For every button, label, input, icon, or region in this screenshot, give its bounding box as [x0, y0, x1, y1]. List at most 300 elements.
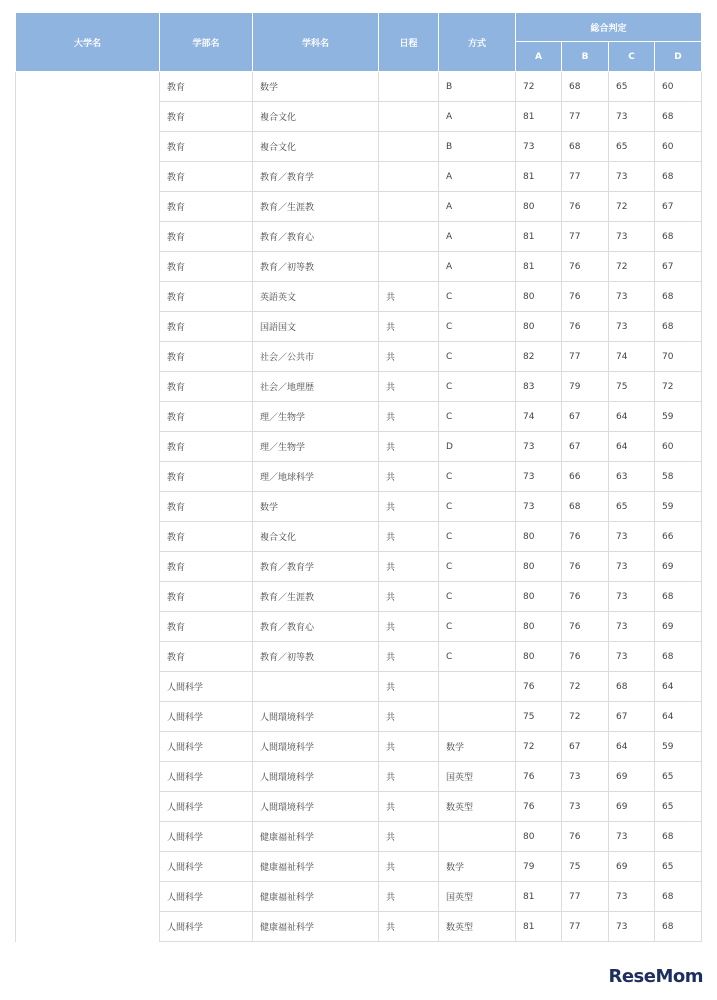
cell-university [16, 882, 160, 912]
cell-schedule: 共 [379, 732, 439, 762]
table-row [16, 192, 702, 222]
table-row [16, 852, 702, 882]
cell-c: 73 [609, 882, 655, 912]
cell-faculty: 教育 [160, 222, 253, 252]
table-row [16, 822, 702, 852]
cell-c: 64 [609, 732, 655, 762]
header-method: 方式 [439, 13, 516, 72]
cell-department: 理／生物学 [253, 402, 379, 432]
header-department: 学科名 [253, 13, 379, 72]
table-row [16, 342, 702, 372]
cell-a: 80 [516, 642, 562, 672]
cell-schedule: 共 [379, 612, 439, 642]
cell-c: 63 [609, 462, 655, 492]
cell-method: B [439, 132, 516, 162]
header-schedule: 日程 [379, 13, 439, 72]
cell-schedule [379, 222, 439, 252]
cell-schedule: 共 [379, 312, 439, 342]
cell-d: 67 [655, 192, 702, 222]
cell-university [16, 462, 160, 492]
cell-c: 74 [609, 342, 655, 372]
cell-faculty: 人間科学 [160, 822, 253, 852]
table-row [16, 432, 702, 462]
cell-b: 76 [562, 522, 609, 552]
cell-a: 73 [516, 492, 562, 522]
cell-method: A [439, 192, 516, 222]
cell-schedule: 共 [379, 702, 439, 732]
cell-b: 73 [562, 762, 609, 792]
cell-department: 教育／教育心 [253, 612, 379, 642]
cell-schedule: 共 [379, 672, 439, 702]
cell-d: 64 [655, 702, 702, 732]
cell-university [16, 312, 160, 342]
table-row [16, 102, 702, 132]
cell-department: 英語英文 [253, 282, 379, 312]
cell-a: 81 [516, 882, 562, 912]
cell-schedule [379, 162, 439, 192]
cell-b: 66 [562, 462, 609, 492]
table-row [16, 612, 702, 642]
cell-d: 69 [655, 612, 702, 642]
table-row [16, 402, 702, 432]
cell-university [16, 642, 160, 672]
cell-c: 73 [609, 222, 655, 252]
cell-b: 77 [562, 882, 609, 912]
header-overall: 総合判定 [516, 13, 702, 42]
cell-d: 60 [655, 132, 702, 162]
results-table [15, 12, 702, 942]
cell-d: 67 [655, 252, 702, 282]
cell-b: 76 [562, 582, 609, 612]
cell-b: 76 [562, 612, 609, 642]
cell-department: 教育／初等教 [253, 252, 379, 282]
cell-c: 65 [609, 132, 655, 162]
cell-university [16, 792, 160, 822]
cell-faculty: 人間科学 [160, 882, 253, 912]
table-row [16, 552, 702, 582]
cell-department: 社会／地理歴 [253, 372, 379, 402]
cell-department: 教育／教育学 [253, 552, 379, 582]
cell-university [16, 732, 160, 762]
cell-department: 社会／公共市 [253, 342, 379, 372]
table-row [16, 912, 702, 942]
cell-a: 76 [516, 672, 562, 702]
cell-faculty: 人間科学 [160, 732, 253, 762]
cell-a: 82 [516, 342, 562, 372]
cell-department: 教育／教育心 [253, 222, 379, 252]
cell-a: 81 [516, 222, 562, 252]
cell-d: 58 [655, 462, 702, 492]
cell-university [16, 402, 160, 432]
cell-c: 72 [609, 252, 655, 282]
cell-a: 80 [516, 522, 562, 552]
cell-c: 67 [609, 702, 655, 732]
cell-b: 76 [562, 642, 609, 672]
cell-b: 68 [562, 132, 609, 162]
table-row [16, 762, 702, 792]
cell-method: C [439, 342, 516, 372]
cell-d: 59 [655, 492, 702, 522]
cell-university [16, 582, 160, 612]
cell-faculty: 教育 [160, 372, 253, 402]
table-row [16, 792, 702, 822]
cell-method: 国英型 [439, 882, 516, 912]
cell-university [16, 762, 160, 792]
cell-faculty: 人間科学 [160, 672, 253, 702]
cell-d: 69 [655, 552, 702, 582]
cell-schedule: 共 [379, 912, 439, 942]
cell-method: A [439, 222, 516, 252]
cell-b: 67 [562, 402, 609, 432]
cell-department: 数学 [253, 492, 379, 522]
cell-b: 79 [562, 372, 609, 402]
cell-university [16, 342, 160, 372]
cell-university [16, 822, 160, 852]
cell-d: 68 [655, 162, 702, 192]
cell-d: 65 [655, 852, 702, 882]
cell-schedule [379, 72, 439, 102]
cell-schedule: 共 [379, 822, 439, 852]
cell-a: 72 [516, 732, 562, 762]
cell-faculty: 教育 [160, 462, 253, 492]
cell-method: C [439, 552, 516, 582]
cell-d: 68 [655, 312, 702, 342]
cell-b: 77 [562, 162, 609, 192]
cell-d: 68 [655, 642, 702, 672]
cell-faculty: 人間科学 [160, 702, 253, 732]
cell-b: 68 [562, 72, 609, 102]
cell-faculty: 教育 [160, 282, 253, 312]
cell-c: 73 [609, 162, 655, 192]
cell-department: 人間環境科学 [253, 792, 379, 822]
cell-c: 64 [609, 402, 655, 432]
cell-c: 72 [609, 192, 655, 222]
table-row [16, 642, 702, 672]
cell-faculty: 人間科学 [160, 912, 253, 942]
table-row [16, 462, 702, 492]
cell-c: 69 [609, 762, 655, 792]
cell-department: 国語国文 [253, 312, 379, 342]
cell-a: 81 [516, 912, 562, 942]
cell-d: 60 [655, 72, 702, 102]
cell-faculty: 人間科学 [160, 792, 253, 822]
cell-b: 77 [562, 912, 609, 942]
cell-faculty: 教育 [160, 132, 253, 162]
cell-university [16, 252, 160, 282]
cell-schedule: 共 [379, 522, 439, 552]
cell-method [439, 822, 516, 852]
cell-a: 80 [516, 312, 562, 342]
cell-university [16, 102, 160, 132]
cell-d: 68 [655, 582, 702, 612]
cell-university [16, 912, 160, 942]
table-row [16, 252, 702, 282]
cell-a: 76 [516, 792, 562, 822]
cell-c: 65 [609, 492, 655, 522]
cell-b: 72 [562, 672, 609, 702]
cell-department: 健康福祉科学 [253, 822, 379, 852]
cell-method: C [439, 312, 516, 342]
table-row [16, 312, 702, 342]
cell-method: C [439, 372, 516, 402]
cell-method [439, 672, 516, 702]
cell-b: 75 [562, 852, 609, 882]
cell-university [16, 612, 160, 642]
cell-schedule [379, 102, 439, 132]
cell-department: 健康福祉科学 [253, 912, 379, 942]
cell-department: 教育／生涯教 [253, 192, 379, 222]
cell-faculty: 教育 [160, 342, 253, 372]
cell-c: 73 [609, 582, 655, 612]
cell-b: 73 [562, 792, 609, 822]
cell-schedule: 共 [379, 432, 439, 462]
cell-university [16, 552, 160, 582]
cell-university [16, 492, 160, 522]
cell-d: 65 [655, 762, 702, 792]
cell-a: 74 [516, 402, 562, 432]
cell-method: 数学 [439, 732, 516, 762]
cell-a: 73 [516, 462, 562, 492]
cell-schedule [379, 132, 439, 162]
cell-faculty: 教育 [160, 402, 253, 432]
header-grade-a: A [516, 42, 562, 72]
cell-university [16, 72, 160, 102]
table-row [16, 882, 702, 912]
cell-faculty: 人間科学 [160, 852, 253, 882]
cell-a: 80 [516, 822, 562, 852]
cell-c: 73 [609, 642, 655, 672]
cell-method: B [439, 72, 516, 102]
cell-d: 68 [655, 882, 702, 912]
cell-schedule: 共 [379, 792, 439, 822]
cell-b: 67 [562, 732, 609, 762]
cell-c: 75 [609, 372, 655, 402]
cell-department: 健康福祉科学 [253, 882, 379, 912]
cell-method: A [439, 162, 516, 192]
cell-department: 理／地球科学 [253, 462, 379, 492]
table-row [16, 222, 702, 252]
cell-schedule: 共 [379, 552, 439, 582]
cell-department: 理／生物学 [253, 432, 379, 462]
table-row [16, 702, 702, 732]
header-university: 大学名 [16, 13, 160, 72]
cell-method: 国英型 [439, 762, 516, 792]
cell-d: 70 [655, 342, 702, 372]
cell-c: 68 [609, 672, 655, 702]
cell-b: 77 [562, 342, 609, 372]
cell-method: 数学 [439, 852, 516, 882]
cell-faculty: 教育 [160, 642, 253, 672]
cell-department: 数学 [253, 72, 379, 102]
cell-department: 教育／生涯教 [253, 582, 379, 612]
cell-schedule: 共 [379, 282, 439, 312]
cell-faculty: 教育 [160, 552, 253, 582]
logo-text: ReseMom [608, 966, 703, 987]
cell-schedule: 共 [379, 582, 439, 612]
cell-c: 65 [609, 72, 655, 102]
header-grade-d: D [655, 42, 702, 72]
cell-method [439, 702, 516, 732]
cell-university [16, 222, 160, 252]
cell-faculty: 教育 [160, 492, 253, 522]
cell-faculty: 教育 [160, 252, 253, 282]
cell-method: C [439, 462, 516, 492]
cell-c: 73 [609, 522, 655, 552]
cell-schedule: 共 [379, 642, 439, 672]
cell-a: 80 [516, 192, 562, 222]
cell-a: 72 [516, 72, 562, 102]
cell-c: 73 [609, 102, 655, 132]
cell-a: 83 [516, 372, 562, 402]
cell-department: 人間環境科学 [253, 762, 379, 792]
cell-d: 68 [655, 822, 702, 852]
cell-department: 複合文化 [253, 522, 379, 552]
cell-d: 68 [655, 912, 702, 942]
cell-a: 76 [516, 762, 562, 792]
table-row [16, 162, 702, 192]
cell-method: C [439, 582, 516, 612]
cell-a: 80 [516, 582, 562, 612]
cell-department: 人間環境科学 [253, 702, 379, 732]
cell-schedule [379, 192, 439, 222]
cell-c: 73 [609, 822, 655, 852]
cell-faculty: 教育 [160, 162, 253, 192]
cell-schedule: 共 [379, 882, 439, 912]
cell-university [16, 852, 160, 882]
cell-faculty: 人間科学 [160, 762, 253, 792]
cell-a: 80 [516, 552, 562, 582]
cell-d: 66 [655, 522, 702, 552]
table-body [16, 72, 702, 942]
cell-a: 81 [516, 102, 562, 132]
cell-university [16, 372, 160, 402]
cell-schedule: 共 [379, 402, 439, 432]
table-row [16, 492, 702, 522]
cell-university [16, 432, 160, 462]
cell-department: 教育／初等教 [253, 642, 379, 672]
cell-b: 76 [562, 192, 609, 222]
cell-b: 76 [562, 552, 609, 582]
cell-method: C [439, 402, 516, 432]
cell-b: 76 [562, 282, 609, 312]
table-row [16, 282, 702, 312]
cell-schedule: 共 [379, 462, 439, 492]
cell-faculty: 教育 [160, 612, 253, 642]
cell-university [16, 672, 160, 702]
cell-method: A [439, 252, 516, 282]
cell-method: A [439, 102, 516, 132]
cell-b: 76 [562, 312, 609, 342]
cell-c: 69 [609, 792, 655, 822]
cell-d: 64 [655, 672, 702, 702]
cell-university [16, 702, 160, 732]
cell-c: 73 [609, 912, 655, 942]
cell-university [16, 522, 160, 552]
header-faculty: 学部名 [160, 13, 253, 72]
cell-c: 73 [609, 552, 655, 582]
cell-faculty: 教育 [160, 102, 253, 132]
resemom-logo [608, 966, 703, 987]
cell-schedule [379, 252, 439, 282]
cell-schedule: 共 [379, 492, 439, 522]
cell-faculty: 教育 [160, 312, 253, 342]
cell-b: 72 [562, 702, 609, 732]
cell-department [253, 672, 379, 702]
cell-faculty: 教育 [160, 432, 253, 462]
cell-c: 69 [609, 852, 655, 882]
cell-method: D [439, 432, 516, 462]
cell-university [16, 282, 160, 312]
cell-method: C [439, 642, 516, 672]
cell-d: 60 [655, 432, 702, 462]
cell-method: C [439, 522, 516, 552]
cell-d: 59 [655, 732, 702, 762]
table-row [16, 732, 702, 762]
cell-faculty: 教育 [160, 72, 253, 102]
cell-faculty: 教育 [160, 522, 253, 552]
cell-b: 76 [562, 822, 609, 852]
cell-university [16, 192, 160, 222]
cell-department: 健康福祉科学 [253, 852, 379, 882]
cell-a: 73 [516, 132, 562, 162]
cell-a: 73 [516, 432, 562, 462]
table-row [16, 672, 702, 702]
cell-a: 75 [516, 702, 562, 732]
cell-c: 73 [609, 282, 655, 312]
cell-a: 81 [516, 252, 562, 282]
cell-d: 65 [655, 792, 702, 822]
cell-a: 79 [516, 852, 562, 882]
cell-schedule: 共 [379, 372, 439, 402]
cell-d: 72 [655, 372, 702, 402]
cell-method: 数英型 [439, 792, 516, 822]
cell-a: 80 [516, 282, 562, 312]
cell-c: 73 [609, 612, 655, 642]
table-row [16, 72, 702, 102]
cell-schedule: 共 [379, 342, 439, 372]
cell-b: 77 [562, 102, 609, 132]
cell-b: 76 [562, 252, 609, 282]
cell-schedule: 共 [379, 762, 439, 792]
cell-a: 80 [516, 612, 562, 642]
cell-department: 複合文化 [253, 132, 379, 162]
cell-faculty: 教育 [160, 582, 253, 612]
cell-university [16, 132, 160, 162]
table-row [16, 582, 702, 612]
cell-method: C [439, 282, 516, 312]
table-row [16, 132, 702, 162]
cell-faculty: 教育 [160, 192, 253, 222]
cell-b: 67 [562, 432, 609, 462]
cell-method: C [439, 492, 516, 522]
cell-c: 64 [609, 432, 655, 462]
table-row [16, 372, 702, 402]
table-row [16, 522, 702, 552]
header-grade-c: C [609, 42, 655, 72]
cell-schedule: 共 [379, 852, 439, 882]
cell-d: 68 [655, 102, 702, 132]
cell-method: 数英型 [439, 912, 516, 942]
cell-university [16, 162, 160, 192]
cell-b: 68 [562, 492, 609, 522]
cell-department: 複合文化 [253, 102, 379, 132]
cell-b: 77 [562, 222, 609, 252]
cell-c: 73 [609, 312, 655, 342]
cell-department: 教育／教育学 [253, 162, 379, 192]
header-grade-b: B [562, 42, 609, 72]
cell-method: C [439, 612, 516, 642]
cell-d: 68 [655, 282, 702, 312]
